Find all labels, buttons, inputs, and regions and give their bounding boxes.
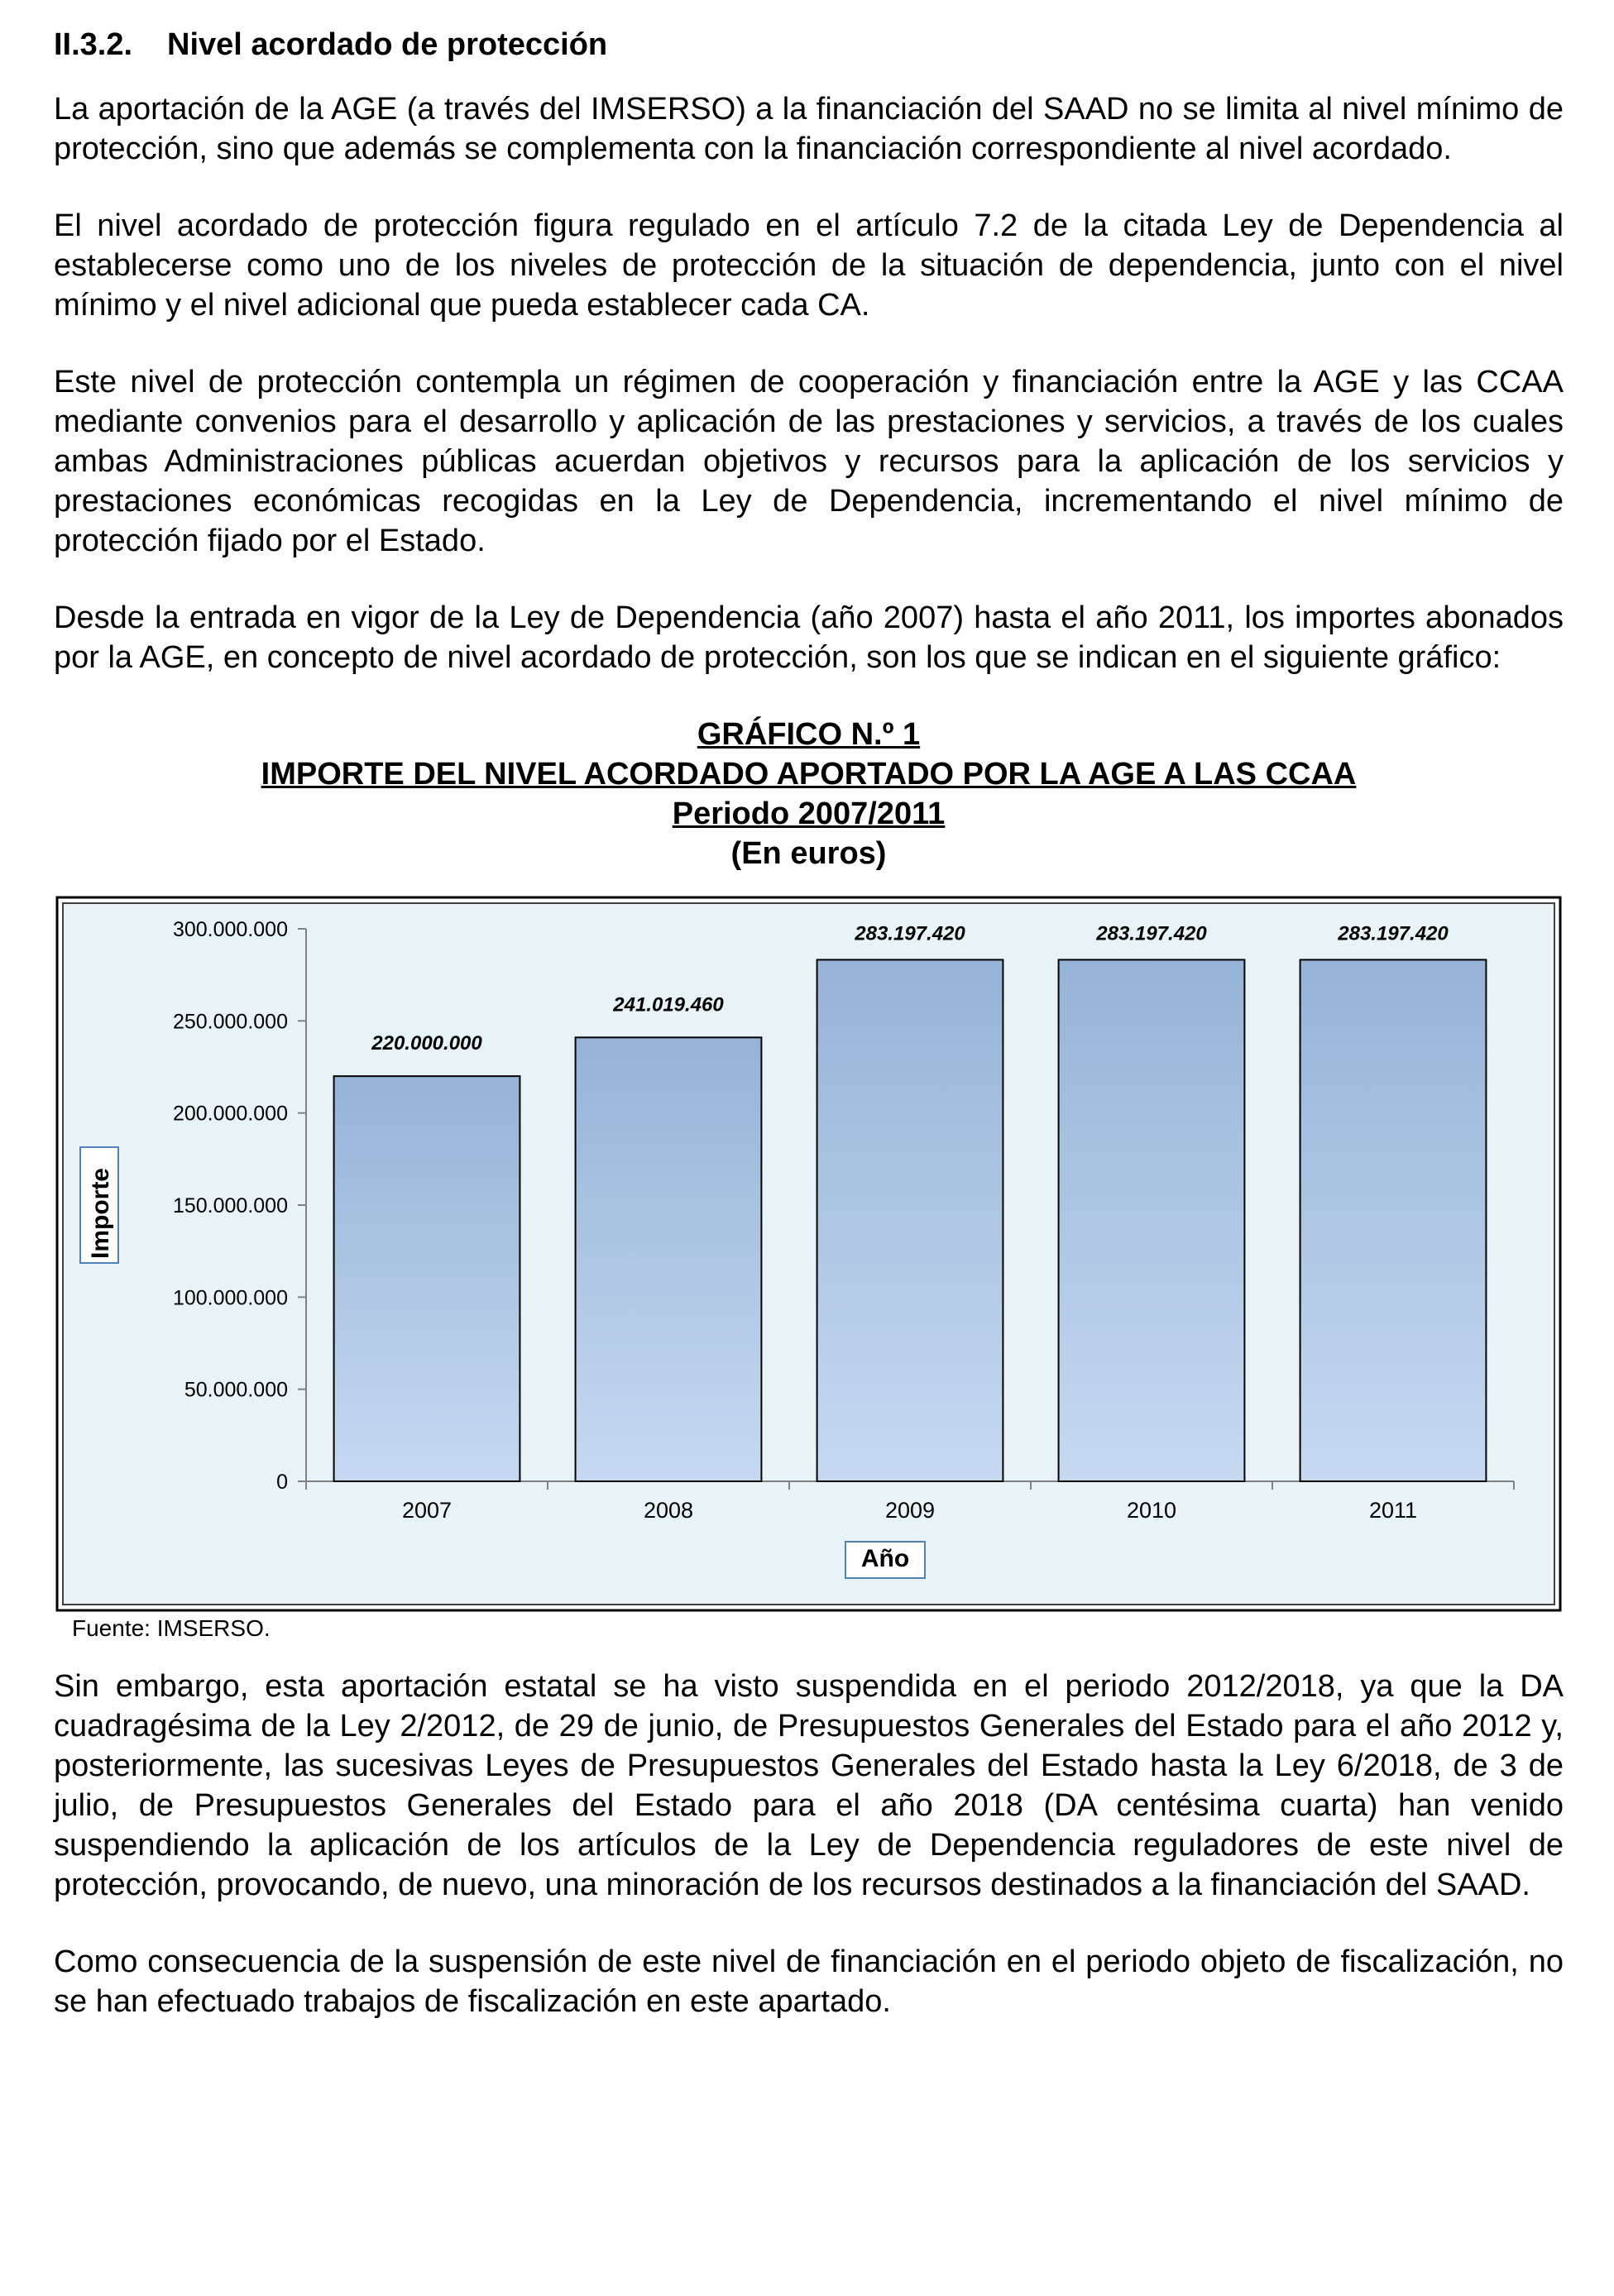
paragraph: El nivel acordado de protección figura regulado en el artículo 7.2 de la citada Ley de Dependencia al establecerse como uno de los niveles de protección de la situación de dependencia, junto con el nivel mínimo y el nivel adicional que pueda establecer cada CA. [54,208,1564,323]
section-heading [54,25,1564,65]
bar-chart [54,894,1564,1614]
paragraph: Desde la entrada en vigor de la Ley de Dependencia (año 2007) hasta el año 2011, los importes abonados por la AGE, en concepto de nivel acordado de protección, son los que se indican en el siguiente gráfico: [54,600,1564,675]
chart-period: Periodo 2007/2011 [672,796,946,831]
chart-number: GRÁFICO N.º 1 [697,717,921,752]
y-tick-label: 50.000.000 [184,1378,288,1402]
y-tick-label: 250.000.000 [172,1010,288,1034]
data-label: 283.197.420 [855,922,965,945]
bar [817,959,1003,1481]
y-tick-label: 300.000.000 [172,918,288,941]
bar-chart-svg [54,894,1564,1614]
bar [1300,959,1487,1481]
chart-units: (En euros) [730,836,887,871]
x-tick-label: 2007 [401,1498,453,1523]
x-tick-label: 2008 [643,1498,694,1523]
section-number: II.3.2. [54,27,133,62]
y-tick-label: 200.000.000 [172,1102,288,1126]
bar [576,1037,762,1481]
x-axis-title: Año [860,1545,910,1572]
bar [1059,959,1245,1481]
paragraph: Como consecuencia de la suspensión de este nivel de financiación en el periodo objeto de fiscalización, no se han efectuado trabajos de fiscalización en este apartado. [54,1944,1564,2019]
y-tick-label: 100.000.000 [172,1286,288,1310]
chart-caption [54,715,1564,873]
paragraph: Sin embargo, esta aportación estatal se ha visto suspendida en el periodo 2012/2018, ya que la DA cuadragésima de la Ley 2/2012, de 29 de junio, de Presupuestos Generales del Estado para el año 2012 y, posteriormente, las sucesivas Leyes de Presupuestos Generales del Estado hasta la Ley 6/2018, de 3 de julio, de Presupuestos Generales del Estado para el año 2018 (DA centésima cuarta) han venido suspendiendo la aplicación de los artículos de la Ley de Dependencia reguladores de este nivel de protección, provocando, de nuevo, una minoración de los recursos destinados a la financiación del SAAD. [54,1669,1564,1902]
y-axis-title: Importe [87,1167,114,1260]
paragraph: La aportación de la AGE (a través del IMSERSO) a la financiación del SAAD no se limita al nivel mínimo de protección, sino que además se complementa con la financiación correspondiente al nivel acordado. [54,92,1564,166]
data-label: 283.197.420 [1338,922,1449,945]
y-tick-label: 0 [276,1471,288,1494]
paragraph: Este nivel de protección contempla un régimen de cooperación y financiación entre la AGE y las CCAA mediante convenios para el desarrollo y aplicación de las prestaciones y servicios, a través de los cuales ambas Administraciones públicas acuerdan objetivos y recursos para la aplicación de los servicios y prestaciones económicas recogidas en la Ley de Dependencia, incrementando el nivel mínimo de protección fijado por el Estado. [54,365,1564,558]
document-page [54,25,1564,2059]
x-tick-label: 2009 [884,1498,936,1523]
data-label: 220.000.000 [371,1032,482,1055]
x-tick-label: 2010 [1126,1498,1177,1523]
y-tick-label: 150.000.000 [172,1194,288,1217]
chart-title: IMPORTE DEL NIVEL ACORDADO APORTADO POR LA AGE A LAS CCAA [261,757,1357,792]
source-note: Fuente: IMSERSO. [72,1615,271,1641]
x-tick-label: 2011 [1368,1498,1418,1523]
data-label: 283.197.420 [1096,922,1207,945]
bar [334,1076,520,1481]
data-label: 241.019.460 [613,993,724,1016]
section-title: Nivel acordado de protección [167,27,608,62]
